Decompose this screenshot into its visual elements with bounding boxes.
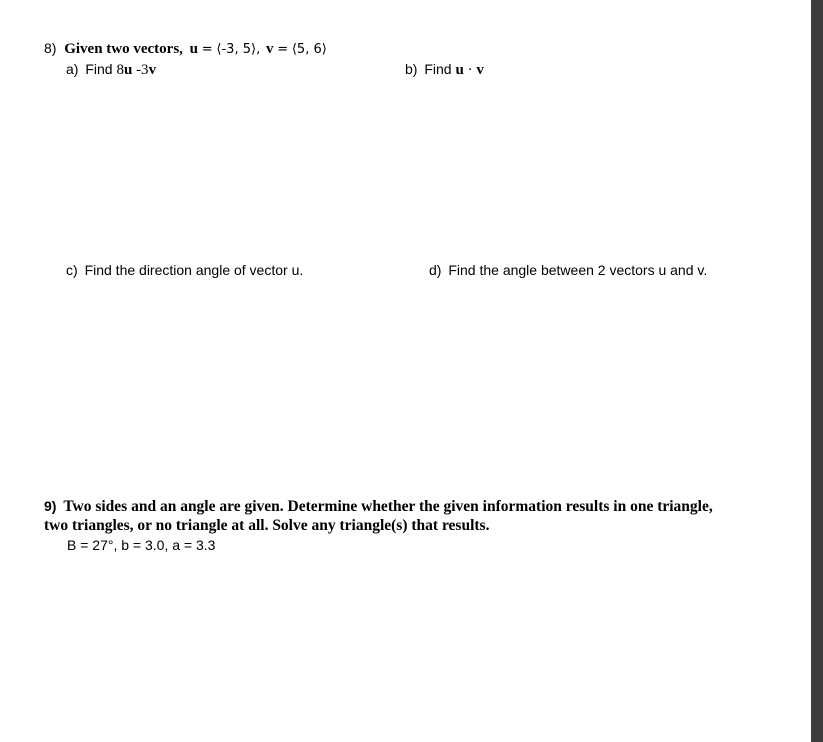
q8d-label: d)	[429, 262, 442, 278]
q8b-dot: ·	[463, 62, 477, 78]
q9-line1	[44, 497, 713, 516]
q9-number: 9)	[44, 498, 57, 514]
q8-v-symbol: v	[265, 41, 274, 57]
q8c-label: c)	[66, 262, 78, 278]
q8-equals-1: =	[201, 42, 213, 57]
q8d-text: Find the angle between 2 vectors u and v.	[448, 262, 708, 278]
q8b-text: Find	[424, 61, 452, 77]
q8-u-value: ⟨-3, 5⟩,	[216, 42, 261, 57]
q8-stem: Given two vectors,	[64, 41, 183, 57]
q8a-text: Find	[85, 61, 113, 77]
q8b-v: v	[476, 62, 484, 78]
q8-number: 8)	[44, 40, 57, 56]
q8c-prompt	[66, 262, 303, 278]
q8a-label: a)	[66, 61, 79, 77]
q8-v-value: ⟨5, 6⟩	[291, 42, 327, 57]
q8a-minus: -3	[132, 62, 149, 78]
q8a-prompt	[66, 61, 156, 79]
q9-given: B = 27°, b = 3.0, a = 3.3	[67, 537, 216, 553]
q9-line2: two triangles, or no triangle at all. Solve any triangle(s) that results.	[44, 517, 490, 534]
q8d-prompt	[429, 262, 707, 278]
q8a-coef: 8	[116, 62, 124, 78]
q8b-u: u	[455, 62, 464, 78]
q8c-text: Find the direction angle of vector u.	[84, 262, 304, 278]
q8b-label: b)	[405, 61, 418, 77]
q8a-v: v	[148, 62, 157, 78]
q9-text-line1: Two sides and an angle are given. Determine whether the given information results in one triangle,	[63, 498, 713, 515]
q8b-prompt	[405, 61, 484, 79]
q8-u-symbol: u	[189, 41, 199, 57]
window-edge	[811, 0, 823, 742]
q8a-u: u	[123, 62, 133, 78]
q8-equals-2: =	[277, 42, 289, 57]
q8-header	[44, 40, 327, 58]
